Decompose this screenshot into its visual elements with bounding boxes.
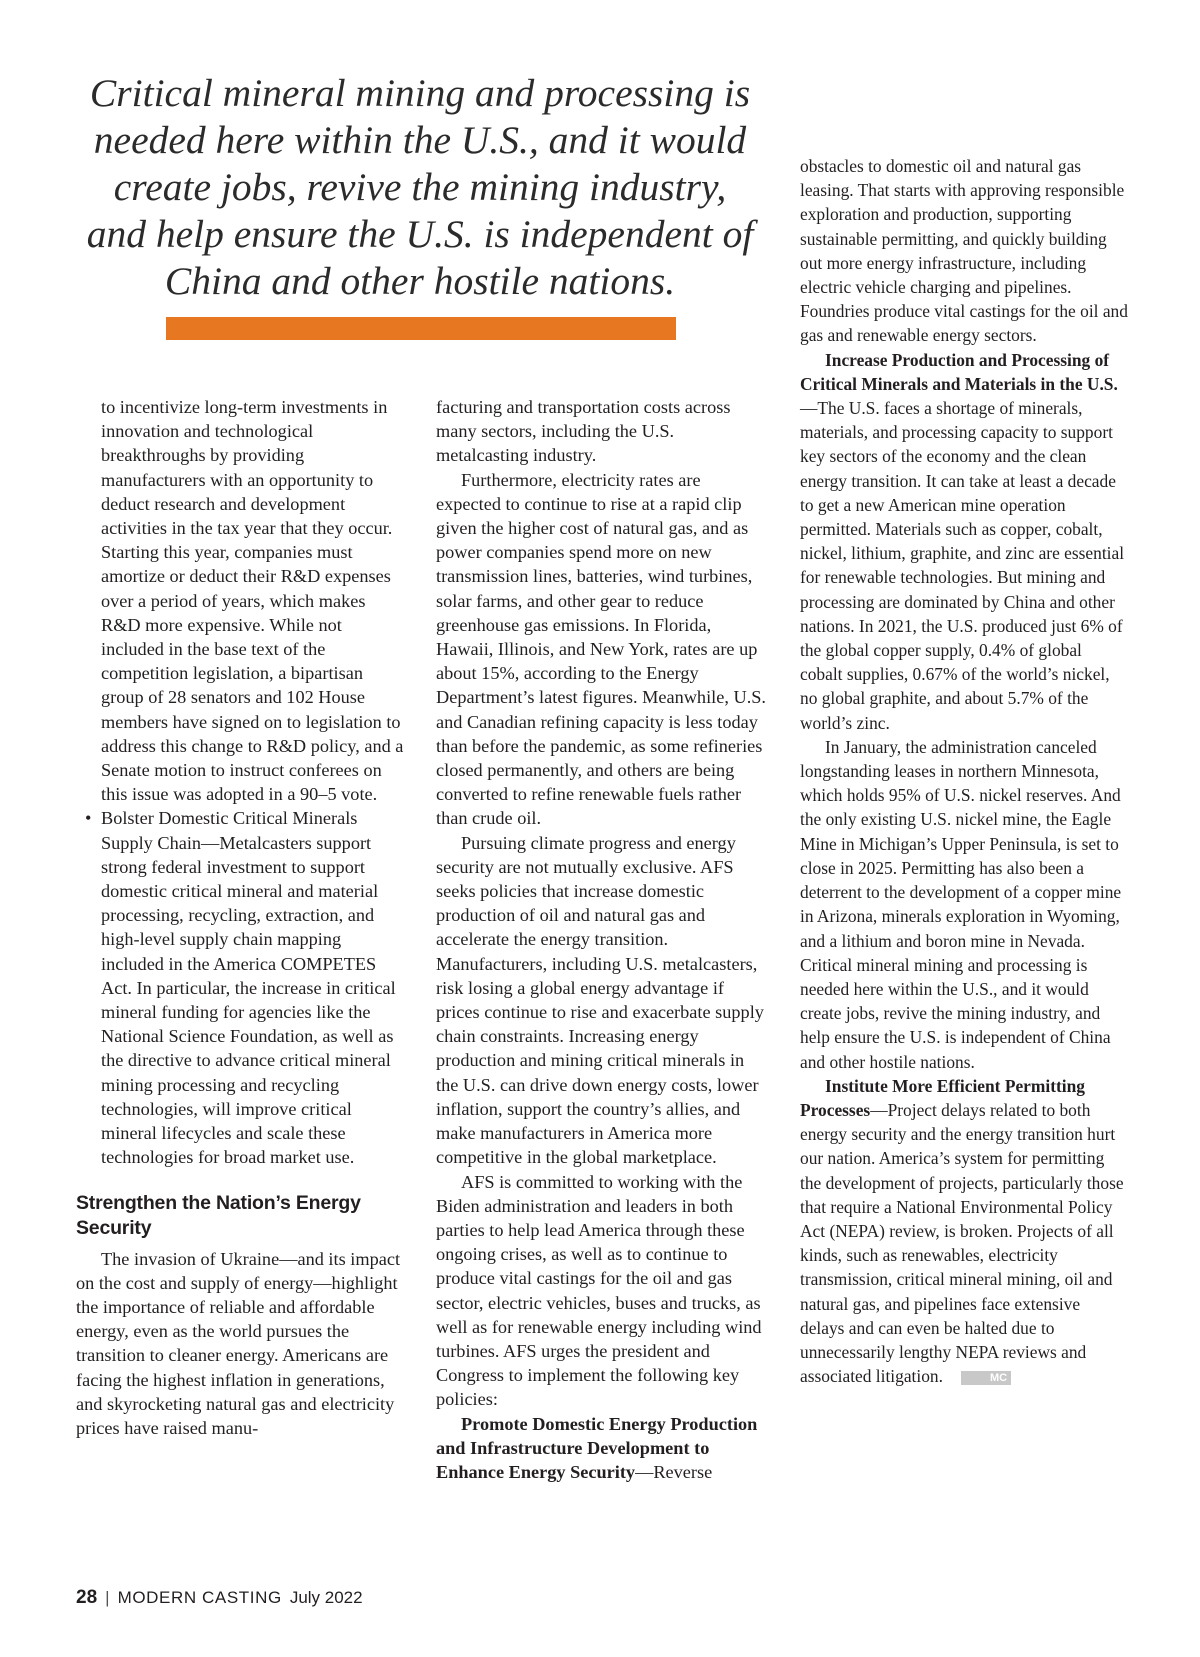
body-paragraph: AFS is committed to working with the Biden administration and leaders in both parties to help lead America through these ongoing crises, as well as to continue to produce vital castings for the oil and gas sector, electric vehicles, buses and trucks, as well as for renewable energy including wind turbines. AFS urges the president and Congress to implement the following key policies: bbox=[436, 1171, 762, 1410]
policy-paragraph bbox=[436, 1412, 768, 1485]
pull-quote: Critical mineral mining and processing is needed here within the U.S., and it would create jobs, revive the mining industry, and help ensure the U.S. is independent of China and other hostile nations. bbox=[86, 71, 754, 303]
end-mark-logo: MC bbox=[961, 1371, 1011, 1385]
footer-separator: | bbox=[105, 1588, 110, 1607]
body-paragraph: Furthermore, electricity rates are expected to continue to rise at a rapid clip given the higher cost of natural gas, and as power companies spend more on new transmission lines, batteries, wind turbines, solar farms, and other gear to reduce greenhouse gas emissions. In Florida, Hawaii, Illinois, and New York, rates are up about 15%, according to the Energy Department’s latest figures. Meanwhile, U.S. and Canadian refining capacity is less today than before the pandemic, as some refineries closed permanently, and others are being converted to refine renewable fuels rather than crude oil. bbox=[436, 469, 766, 829]
page-footer bbox=[76, 1586, 363, 1610]
policy-paragraph bbox=[800, 1074, 1128, 1389]
policy-lead-in: Promote Domestic Energy Production and Infrastructure Development to Enhance Energy Security bbox=[436, 1413, 758, 1482]
bullet-item bbox=[76, 806, 406, 1169]
body-paragraph: obstacles to domestic oil and natural gas leasing. That starts with approving responsible exploration and production, supporting sustainable permitting, and quickly building out more energy infrastructure, including electric vehicle charging and pipelines. Foundries produce vital castings for the oil and gas and renewable energy sectors. bbox=[800, 156, 1128, 346]
bullet-marker: • bbox=[85, 808, 92, 829]
body-paragraph: The invasion of Ukraine—and its impact on the cost and supply of energy—highlight the importance of reliable and affordable energy, even as the world pursues the transition to cleaner energy. Americans are facing the highest inflation in generations, and skyrocketing natural gas and electricity prices have raised manu- bbox=[76, 1248, 401, 1438]
magazine-name: MODERN CASTING bbox=[117, 1588, 282, 1607]
policy-text: —Reverse bbox=[635, 1461, 713, 1482]
column-3 bbox=[800, 154, 1128, 1388]
issue-date: July 2022 bbox=[289, 1588, 363, 1607]
column-1 bbox=[76, 395, 406, 1440]
page-number: 28 bbox=[76, 1587, 98, 1608]
policy-paragraph bbox=[800, 348, 1128, 735]
section-heading: Strengthen the Nation’s Energy Security bbox=[76, 1191, 361, 1239]
policy-lead-in: Increase Production and Processing of Critical Minerals and Materials in the U.S. bbox=[800, 349, 1118, 394]
policy-text: —Project delays related to both energy security and the energy transition hurt our nation. America’s system for permitting the development of projects, particularly those that require a National Environmental Policy Act (NEPA) review, is broken. Projects of all kinds, such as renewables, electricity transmission, critical mineral mining, oil and natural gas, and pipelines face extensive delays and can even be halted due to unnecessarily lengthy NEPA reviews and associated litigation. bbox=[800, 1099, 1124, 1387]
policy-text: —The U.S. faces a shortage of minerals, materials, and processing capacity to support key sectors of the economy and the clean energy transition. It can take at least a decade to get a new American mine operation permitted. Materials such as copper, cobalt, nickel, lithium, graphite, and zinc are essential for renewable technologies. But mining and processing are dominated by China and other nations. In 2021, the U.S. produced just 6% of the global copper supply, 0.4% of global cobalt supplies, 0.67% of the world’s nickel, no global graphite, and about 5.7% of the world’s zinc. bbox=[800, 398, 1125, 733]
body-paragraph: In January, the administration canceled longstanding leases in northern Minnesota, which holds 95% of U.S. nickel reserves. And the only existing U.S. nickel mine, the Eagle Mine in Michigan’s Upper Peninsula, is set to close in 2025. Permitting has also been a deterrent to the development of a copper mine in Arizona, minerals exploration in Wyoming, and a lithium and boron mine in Nevada. Critical mineral mining and processing is needed here within the U.S., and it would create jobs, revive the mining industry, and help ensure the U.S. is independent of China and other hostile nations. bbox=[800, 736, 1122, 1072]
body-paragraph: to incentivize long-term investments in innovation and technological breakthroughs by providing manufacturers with an opportunity to deduct research and development activities in the tax year that they occur. Starting this year, companies must amortize or deduct their R&D expenses over a period of years, which makes R&D more expensive. While not included in the base text of the competition legislation, a bipartisan group of 28 senators and 102 House members have signed on to legislation to address this change to R&D policy, and a Senate motion to instruct conferees on this issue was adopted in a 90–5 vote. bbox=[101, 397, 404, 805]
pull-quote-accent-bar bbox=[166, 317, 676, 340]
body-paragraph: Pursuing climate progress and energy security are not mutually exclusive. AFS seeks policies that increase domestic production of oil and natural gas and accelerate the energy transition. Manufacturers, including U.S. metalcasters, risk losing a global energy advantage if prices continue to rise and exacerbate supply chain constraints. Increasing energy production and mining critical minerals in the U.S. can drive down energy costs, lower inflation, support the country’s allies, and make manufacturers in America more competitive in the global marketplace. bbox=[436, 832, 764, 1168]
column-2 bbox=[436, 395, 768, 1484]
body-paragraph: facturing and transportation costs across many sectors, including the U.S. metalcasting industry. bbox=[436, 397, 731, 466]
policy-lead-in: Institute More Efficient Permitting Processes bbox=[800, 1075, 1085, 1120]
bullet-text: Bolster Domestic Critical Minerals Supply Chain—Metalcasters support strong federal investment to support domestic critical mineral and material processing, recycling, extraction, and high-level supply chain mapping included in the America COMPETES Act. In particular, the increase in critical mineral funding for agencies like the National Science Foundation, as well as the directive to advance critical mineral mining processing and recycling technologies, will improve critical mineral lifecycles and scale these technologies for broad market use. bbox=[101, 808, 396, 1168]
